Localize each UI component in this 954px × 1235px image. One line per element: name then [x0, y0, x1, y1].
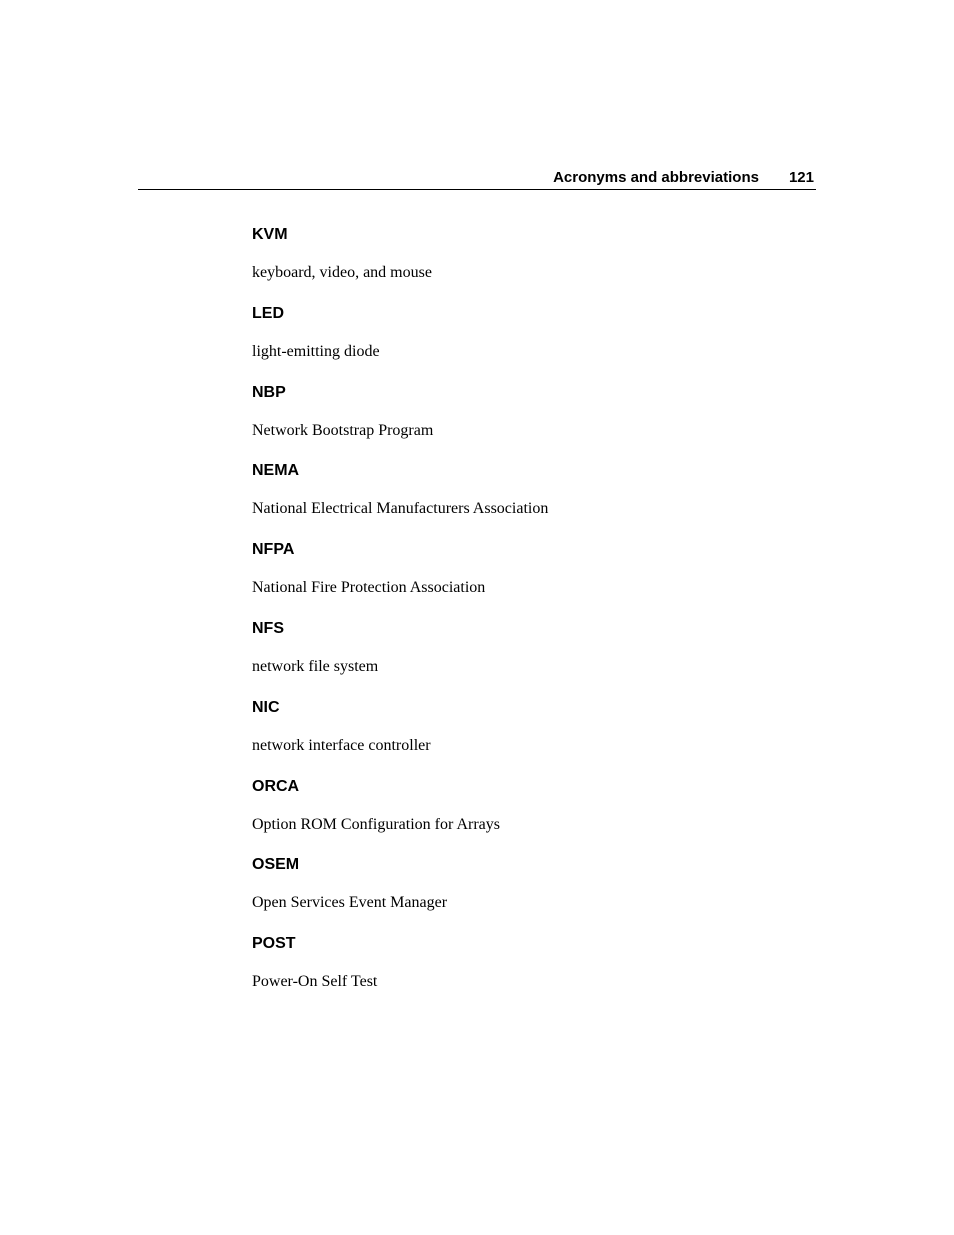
glossary-term: NIC	[252, 698, 280, 716]
glossary-entry-orca	[252, 777, 812, 856]
glossary-entry-kvm	[252, 225, 812, 304]
glossary-definition: keyboard, video, and mouse	[252, 264, 432, 281]
glossary-entry-led	[252, 304, 812, 383]
glossary-definition: Power-On Self Test	[252, 973, 378, 991]
page-number: 121	[788, 169, 814, 186]
glossary-definition: National Fire Protection Association	[252, 579, 486, 597]
glossary-term: NEMA	[252, 462, 300, 480]
glossary-definition: Network Bootstrap Program	[252, 421, 434, 439]
glossary-term: KVM	[252, 226, 288, 243]
glossary-entry-nbp	[252, 383, 812, 462]
glossary-entry-nic	[252, 698, 812, 777]
glossary-definition: light-emitting diode	[252, 342, 380, 360]
glossary-definition: National Electrical Manufacturers Association	[252, 500, 549, 518]
glossary-term: LED	[252, 304, 284, 322]
glossary-entry-nema	[252, 461, 812, 540]
glossary-list	[252, 225, 812, 1013]
glossary-entry-nfs	[252, 619, 812, 698]
glossary-definition: Option ROM Configuration for Arrays	[252, 815, 500, 833]
glossary-term: NFS	[252, 619, 284, 637]
running-header	[138, 168, 816, 190]
glossary-term: NFPA	[252, 541, 295, 559]
glossary-term: POST	[252, 935, 296, 953]
glossary-term: NBP	[252, 383, 286, 401]
glossary-entry-osem	[252, 855, 812, 934]
glossary-term: OSEM	[252, 856, 300, 874]
glossary-definition: Open Services Event Manager	[252, 894, 448, 912]
glossary-entry-nfpa	[252, 540, 812, 619]
glossary-definition: network interface controller	[252, 736, 431, 754]
glossary-term: ORCA	[252, 777, 300, 795]
header-title: Acronyms and abbreviations	[553, 169, 759, 186]
glossary-definition: network file system	[252, 657, 379, 675]
glossary-entry-post	[252, 934, 812, 1013]
